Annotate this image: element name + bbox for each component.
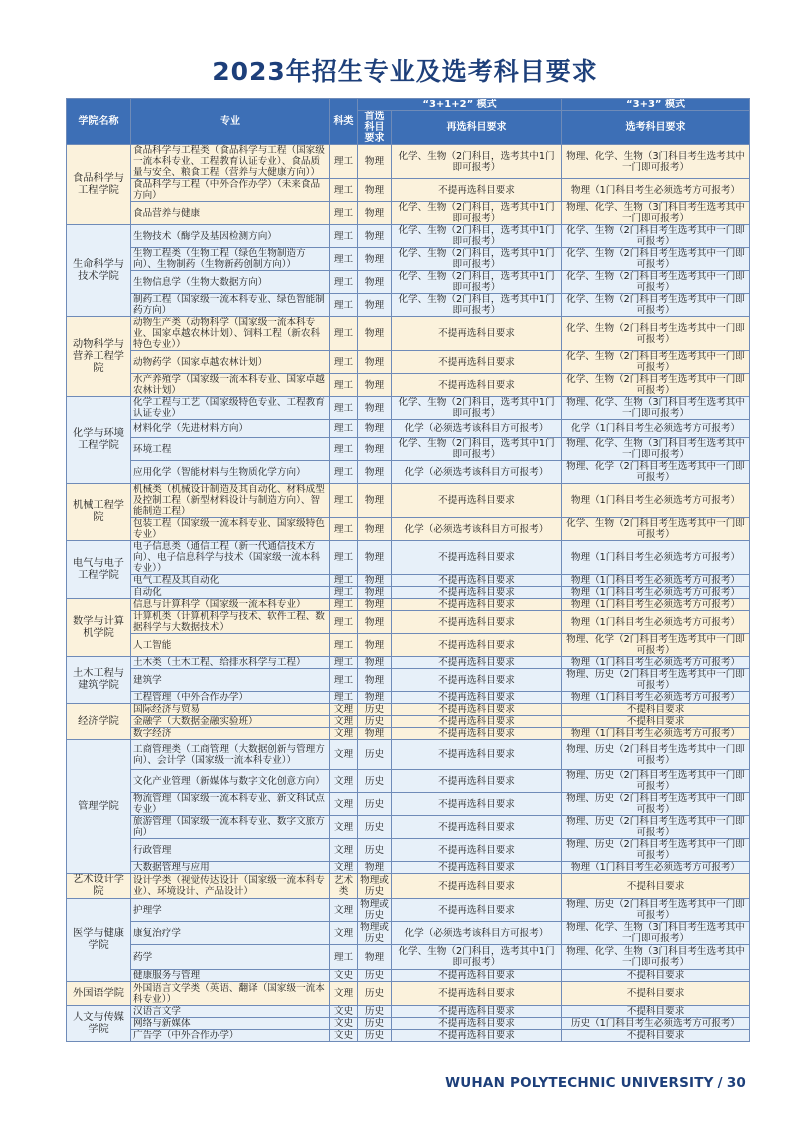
major-cell: 自动化: [131, 587, 330, 599]
major-cell: 文化产业管理（新媒体与数字文化创意方向）: [131, 770, 330, 793]
first-subject-cell: 物理: [358, 225, 392, 248]
elective-cell: 物理、历史（2门科目考生选考其中一门即可报考）: [562, 839, 750, 862]
resubject-cell: 不提再选科目要求: [392, 484, 562, 518]
category-cell: 理工: [330, 611, 358, 634]
header-mode-33: “3+3” 模式: [562, 99, 750, 111]
category-cell: 文理: [330, 770, 358, 793]
resubject-cell: 化学、生物（2门科目，选考其中1门即可报考）: [392, 271, 562, 294]
table-row: [67, 1030, 750, 1042]
elective-cell: 不提科目要求: [562, 982, 750, 1006]
table-row: [67, 862, 750, 874]
first-subject-cell: 物理或历史: [358, 922, 392, 945]
table-row: [67, 294, 750, 317]
major-cell: 制药工程（国家级一流本科专业、绿色智能制药方向）: [131, 294, 330, 317]
page-footer: [445, 1075, 746, 1091]
table-row: [67, 657, 750, 669]
elective-cell: 物理、历史（2门科目考生选考其中一门即可报考）: [562, 816, 750, 839]
table-row: [67, 225, 750, 248]
elective-cell: 不提科目要求: [562, 716, 750, 728]
resubject-cell: 化学（必须选考该科目方可报考）: [392, 420, 562, 438]
elective-cell: 物理（1门科目考生必须选考方可报考）: [562, 611, 750, 634]
table-row: [67, 420, 750, 438]
table-row: [67, 899, 750, 922]
resubject-cell: 化学（必须选考该科目方可报考）: [392, 461, 562, 484]
category-cell: 文理: [330, 816, 358, 839]
major-cell: 行政管理: [131, 839, 330, 862]
resubject-cell: 不提再选科目要求: [392, 899, 562, 922]
table-row: [67, 945, 750, 970]
major-cell: 食品科学与工程类（食品科学与工程（国家级一流本科专业、工程教育认证专业）、食品质量与安全、粮食工程（营养与大健康方向））: [131, 145, 330, 179]
table-row: [67, 970, 750, 982]
resubject-cell: 化学、生物（2门科目，选考其中1门即可报考）: [392, 145, 562, 179]
category-cell: 理工: [330, 420, 358, 438]
major-cell: 化学工程与工艺（国家级特色专业、工程教育认证专业）: [131, 397, 330, 420]
resubject-cell: 化学、生物（2门科目，选考其中1门即可报考）: [392, 945, 562, 970]
elective-cell: 化学、生物（2门科目考生选考其中一门即可报考）: [562, 294, 750, 317]
major-cell: 广告学（中外合作办学）: [131, 1030, 330, 1042]
major-cell: 外国语言文学类（英语、翻译（国家级一流本科专业））: [131, 982, 330, 1006]
table-row: [67, 770, 750, 793]
resubject-cell: 不提再选科目要求: [392, 317, 562, 351]
elective-cell: 化学、生物（2门科目考生选考其中一门即可报考）: [562, 225, 750, 248]
major-cell: 电气工程及其自动化: [131, 575, 330, 587]
category-cell: 理工: [330, 634, 358, 657]
resubject-cell: 不提再选科目要求: [392, 669, 562, 692]
elective-cell: 物理（1门科目考生必须选考方可报考）: [562, 541, 750, 575]
footer-separator: /: [717, 1075, 723, 1091]
header-school: 学院名称: [67, 99, 131, 145]
header-resubject: 再选科目要求: [392, 111, 562, 145]
resubject-cell: 不提再选科目要求: [392, 874, 562, 899]
resubject-cell: 化学（必须选考该科目方可报考）: [392, 922, 562, 945]
resubject-cell: 不提再选科目要求: [392, 692, 562, 704]
major-cell: 网络与新媒体: [131, 1018, 330, 1030]
category-cell: 理工: [330, 669, 358, 692]
major-cell: 信息与计算科学（国家级一流本科专业）: [131, 599, 330, 611]
header-mode-312: “3+1+2” 模式: [358, 99, 562, 111]
category-cell: 理工: [330, 351, 358, 374]
category-cell: 文理: [330, 716, 358, 728]
first-subject-cell: 物理或历史: [358, 899, 392, 922]
elective-cell: 物理、历史（2门科目考生选考其中一门即可报考）: [562, 793, 750, 816]
major-cell: 生物信息学（生物大数据方向）: [131, 271, 330, 294]
first-subject-cell: 历史: [358, 704, 392, 716]
table-row: [67, 740, 750, 770]
elective-cell: 物理（1门科目考生必须选考方可报考）: [562, 484, 750, 518]
major-cell: 土木类（土木工程、给排水科学与工程）: [131, 657, 330, 669]
resubject-cell: 化学、生物（2门科目，选考其中1门即可报考）: [392, 294, 562, 317]
category-cell: 理工: [330, 202, 358, 225]
elective-cell: 化学、生物（2门科目考生选考其中一门即可报考）: [562, 351, 750, 374]
major-cell: 动物药学（国家卓越农林计划）: [131, 351, 330, 374]
first-subject-cell: 历史: [358, 770, 392, 793]
resubject-cell: 不提再选科目要求: [392, 1006, 562, 1018]
major-cell: 建筑学: [131, 669, 330, 692]
category-cell: 理工: [330, 397, 358, 420]
category-cell: 文理: [330, 704, 358, 716]
major-cell: 计算机类（计算机科学与技术、软件工程、数据科学与大数据技术）: [131, 611, 330, 634]
major-cell: 汉语言文学: [131, 1006, 330, 1018]
category-cell: 理工: [330, 599, 358, 611]
category-cell: 文史: [330, 1018, 358, 1030]
table-row: [67, 982, 750, 1006]
resubject-cell: 不提再选科目要求: [392, 862, 562, 874]
table-row: [67, 716, 750, 728]
first-subject-cell: 物理或历史: [358, 874, 392, 899]
first-subject-cell: 历史: [358, 1030, 392, 1042]
page-title: 2023年招生专业及选考科目要求: [212, 57, 598, 86]
table-row: [67, 271, 750, 294]
elective-cell: 物理（1门科目考生必须选考方可报考）: [562, 599, 750, 611]
table-row: [67, 874, 750, 899]
category-cell: 文史: [330, 970, 358, 982]
first-subject-cell: 历史: [358, 970, 392, 982]
elective-cell: 历史（1门科目考生必须选考方可报考）: [562, 1018, 750, 1030]
elective-cell: 不提科目要求: [562, 874, 750, 899]
resubject-cell: 化学、生物（2门科目，选考其中1门即可报考）: [392, 202, 562, 225]
table-row: [67, 587, 750, 599]
elective-cell: 物理（1门科目考生必须选考方可报考）: [562, 587, 750, 599]
category-cell: 文史: [330, 1030, 358, 1042]
first-subject-cell: 物理: [358, 145, 392, 179]
major-cell: 工商管理类（工商管理（大数据创新与管理方向）、会计学（国家级一流本科专业））: [131, 740, 330, 770]
first-subject-cell: 物理: [358, 657, 392, 669]
table-row: [67, 374, 750, 397]
category-cell: 理工: [330, 438, 358, 461]
table-row: [67, 248, 750, 271]
elective-cell: 物理、历史（2门科目考生选考其中一门即可报考）: [562, 669, 750, 692]
category-cell: 理工: [330, 179, 358, 202]
category-cell: 理工: [330, 461, 358, 484]
category-cell: 理工: [330, 294, 358, 317]
first-subject-cell: 物理: [358, 575, 392, 587]
elective-cell: 物理、化学、生物（3门科目考生选考其中一门即可报考）: [562, 945, 750, 970]
table-row: [67, 575, 750, 587]
elective-cell: 物理、化学（2门科目考生选考其中一门即可报考）: [562, 634, 750, 657]
resubject-cell: 不提再选科目要求: [392, 657, 562, 669]
first-subject-cell: 历史: [358, 716, 392, 728]
elective-cell: 物理、化学、生物（3门科目考生选考其中一门即可报考）: [562, 922, 750, 945]
school-name: 管理学院: [67, 740, 131, 874]
school-name: 经济学院: [67, 704, 131, 740]
major-cell: 材料化学（先进材料方向）: [131, 420, 330, 438]
category-cell: 文理: [330, 982, 358, 1006]
category-cell: 文理: [330, 862, 358, 874]
category-cell: 文理: [330, 922, 358, 945]
major-cell: 机械类（机械设计制造及其自动化、材料成型及控制工程（新型材料设计与制造方向）、智能制造工程）: [131, 484, 330, 518]
page-number: 30: [726, 1075, 746, 1091]
resubject-cell: 不提再选科目要求: [392, 816, 562, 839]
table-row: [67, 202, 750, 225]
category-cell: 理工: [330, 374, 358, 397]
resubject-cell: 化学、生物（2门科目，选考其中1门即可报考）: [392, 248, 562, 271]
major-cell: 水产养殖学（国家级一流本科专业、国家卓越农林计划）: [131, 374, 330, 397]
elective-cell: 不提科目要求: [562, 1006, 750, 1018]
resubject-cell: 不提再选科目要求: [392, 716, 562, 728]
category-cell: 文理: [330, 839, 358, 862]
major-cell: 应用化学（智能材料与生物质化学方向）: [131, 461, 330, 484]
table-row: [67, 669, 750, 692]
table-row: [67, 1006, 750, 1018]
school-name: 艺术设计学院: [67, 874, 131, 899]
resubject-cell: 不提再选科目要求: [392, 728, 562, 740]
elective-cell: 化学、生物（2门科目考生选考其中一门即可报考）: [562, 248, 750, 271]
first-subject-cell: 物理: [358, 461, 392, 484]
major-cell: 电子信息类（通信工程（新一代通信技术方向）、电子信息科学与技术（国家级一流本科专业））: [131, 541, 330, 575]
category-cell: 理工: [330, 271, 358, 294]
major-cell: 设计学类（视觉传达设计（国家级一流本科专业）、环境设计、产品设计）: [131, 874, 330, 899]
first-subject-cell: 物理: [358, 541, 392, 575]
table-row: [67, 145, 750, 179]
first-subject-cell: 物理: [358, 420, 392, 438]
first-subject-cell: 物理: [358, 862, 392, 874]
elective-cell: 物理、化学、生物（3门科目考生选考其中一门即可报考）: [562, 438, 750, 461]
major-cell: 工程管理（中外合作办学）: [131, 692, 330, 704]
school-name: 人文与传媒学院: [67, 1006, 131, 1042]
table-row: [67, 704, 750, 716]
resubject-cell: 不提再选科目要求: [392, 351, 562, 374]
first-subject-cell: 物理: [358, 611, 392, 634]
elective-cell: 物理、化学、生物（3门科目考生选考其中一门即可报考）: [562, 145, 750, 179]
table-row: [67, 541, 750, 575]
first-subject-cell: 历史: [358, 839, 392, 862]
resubject-cell: 化学、生物（2门科目，选考其中1门即可报考）: [392, 438, 562, 461]
school-name: 数学与计算机学院: [67, 599, 131, 657]
category-cell: 理工: [330, 317, 358, 351]
table-row: [67, 839, 750, 862]
resubject-cell: 不提再选科目要求: [392, 793, 562, 816]
first-subject-cell: 物理: [358, 351, 392, 374]
school-name: 机械工程学院: [67, 484, 131, 541]
resubject-cell: 不提再选科目要求: [392, 704, 562, 716]
table-row: [67, 397, 750, 420]
first-subject-cell: 物理: [358, 518, 392, 541]
school-name: 医学与健康学院: [67, 899, 131, 982]
elective-cell: 物理（1门科目考生必须选考方可报考）: [562, 692, 750, 704]
table-row: [67, 317, 750, 351]
table-row: [67, 179, 750, 202]
first-subject-cell: 历史: [358, 816, 392, 839]
table-row: [67, 816, 750, 839]
category-cell: 理工: [330, 518, 358, 541]
major-cell: 药学: [131, 945, 330, 970]
first-subject-cell: 物理: [358, 397, 392, 420]
category-cell: 文理: [330, 728, 358, 740]
first-subject-cell: 历史: [358, 982, 392, 1006]
header-category: 科类: [330, 99, 358, 145]
resubject-cell: 不提再选科目要求: [392, 1030, 562, 1042]
first-subject-cell: 物理: [358, 202, 392, 225]
elective-cell: 物理、化学、生物（3门科目考生选考其中一门即可报考）: [562, 397, 750, 420]
elective-cell: 不提科目要求: [562, 704, 750, 716]
table-row: [67, 484, 750, 518]
school-name: 外国语学院: [67, 982, 131, 1006]
major-cell: 生物技术（酶学及基因检测方向）: [131, 225, 330, 248]
resubject-cell: 不提再选科目要求: [392, 575, 562, 587]
table-row: [67, 438, 750, 461]
resubject-cell: 不提再选科目要求: [392, 611, 562, 634]
school-name: 化学与环境工程学院: [67, 397, 131, 484]
first-subject-cell: 物理: [358, 599, 392, 611]
resubject-cell: 化学（必须选考该科目方可报考）: [392, 518, 562, 541]
resubject-cell: 不提再选科目要求: [392, 599, 562, 611]
first-subject-cell: 物理: [358, 587, 392, 599]
table-row: [67, 611, 750, 634]
major-cell: 国际经济与贸易: [131, 704, 330, 716]
major-cell: 生物工程类（生物工程（绿色生物制造方向）、生物制药（生物新药创制方向））: [131, 248, 330, 271]
elective-cell: 不提科目要求: [562, 1030, 750, 1042]
admission-subject-table: [66, 98, 750, 1042]
category-cell: 文理: [330, 793, 358, 816]
first-subject-cell: 物理: [358, 484, 392, 518]
major-cell: 动物生产类（动物科学（国家级一流本科专业、国家卓越农林计划）、饲料工程（新农科特色专业））: [131, 317, 330, 351]
resubject-cell: 不提再选科目要求: [392, 770, 562, 793]
first-subject-cell: 物理: [358, 317, 392, 351]
category-cell: 理工: [330, 541, 358, 575]
major-cell: 护理学: [131, 899, 330, 922]
first-subject-cell: 物理: [358, 728, 392, 740]
elective-cell: 化学、生物（2门科目考生选考其中一门即可报考）: [562, 374, 750, 397]
table-row: [67, 351, 750, 374]
university-name: WUHAN POLYTECHNIC UNIVERSITY: [445, 1075, 714, 1091]
table-row: [67, 793, 750, 816]
table-row: [67, 728, 750, 740]
table-row: [67, 599, 750, 611]
first-subject-cell: 物理: [358, 634, 392, 657]
resubject-cell: 不提再选科目要求: [392, 839, 562, 862]
first-subject-cell: 物理: [358, 945, 392, 970]
major-cell: 数字经济: [131, 728, 330, 740]
elective-cell: 物理、历史（2门科目考生选考其中一门即可报考）: [562, 770, 750, 793]
resubject-cell: 不提再选科目要求: [392, 970, 562, 982]
elective-cell: 物理（1门科目考生必须选考方可报考）: [562, 575, 750, 587]
category-cell: 文理: [330, 899, 358, 922]
table-row: [67, 461, 750, 484]
elective-cell: 不提科目要求: [562, 970, 750, 982]
resubject-cell: 不提再选科目要求: [392, 982, 562, 1006]
resubject-cell: 不提再选科目要求: [392, 179, 562, 202]
elective-cell: 物理、历史（2门科目考生选考其中一门即可报考）: [562, 740, 750, 770]
resubject-cell: 不提再选科目要求: [392, 740, 562, 770]
elective-cell: 物理、历史（2门科目考生选考其中一门即可报考）: [562, 899, 750, 922]
major-cell: 大数据管理与应用: [131, 862, 330, 874]
elective-cell: 物理（1门科目考生必须选考方可报考）: [562, 657, 750, 669]
elective-cell: 物理（1门科目考生必须选考方可报考）: [562, 179, 750, 202]
elective-cell: 化学、生物（2门科目考生选考其中一门即可报考）: [562, 271, 750, 294]
first-subject-cell: 物理: [358, 294, 392, 317]
major-cell: 环境工程: [131, 438, 330, 461]
major-cell: 人工智能: [131, 634, 330, 657]
header-elective: 选考科目要求: [562, 111, 750, 145]
major-cell: 健康服务与管理: [131, 970, 330, 982]
major-cell: 食品营养与健康: [131, 202, 330, 225]
table-row: [67, 634, 750, 657]
major-cell: 康复治疗学: [131, 922, 330, 945]
table-row: [67, 692, 750, 704]
major-cell: 金融学（大数据金融实验班）: [131, 716, 330, 728]
category-cell: 理工: [330, 657, 358, 669]
resubject-cell: 不提再选科目要求: [392, 1018, 562, 1030]
first-subject-cell: 历史: [358, 1006, 392, 1018]
first-subject-cell: 历史: [358, 1018, 392, 1030]
resubject-cell: 不提再选科目要求: [392, 587, 562, 599]
category-cell: 理工: [330, 484, 358, 518]
category-cell: 艺术类: [330, 874, 358, 899]
first-subject-cell: 物理: [358, 179, 392, 202]
header-major: 专业: [131, 99, 330, 145]
header-first-subject: 首选科目要求: [358, 111, 392, 145]
school-name: 电气与电子工程学院: [67, 541, 131, 599]
first-subject-cell: 历史: [358, 793, 392, 816]
table-row: [67, 518, 750, 541]
resubject-cell: 不提再选科目要求: [392, 374, 562, 397]
elective-cell: 化学、生物（2门科目考生选考其中一门即可报考）: [562, 518, 750, 541]
first-subject-cell: 物理: [358, 374, 392, 397]
first-subject-cell: 物理: [358, 271, 392, 294]
elective-cell: 化学（1门科目考生必须选考方可报考）: [562, 420, 750, 438]
first-subject-cell: 历史: [358, 740, 392, 770]
elective-cell: 物理（1门科目考生必须选考方可报考）: [562, 862, 750, 874]
first-subject-cell: 物理: [358, 438, 392, 461]
category-cell: 理工: [330, 587, 358, 599]
table-row: [67, 922, 750, 945]
school-name: 动物科学与营养工程学院: [67, 317, 131, 397]
resubject-cell: 不提再选科目要求: [392, 541, 562, 575]
major-cell: 食品科学与工程（中外合作办学）（未来食品方向）: [131, 179, 330, 202]
school-name: 土木工程与建筑学院: [67, 657, 131, 704]
category-cell: 理工: [330, 692, 358, 704]
major-cell: 旅游管理（国家级一流本科专业、数字文旅方向）: [131, 816, 330, 839]
school-name: 食品科学与工程学院: [67, 145, 131, 225]
category-cell: 理工: [330, 575, 358, 587]
elective-cell: 物理（1门科目考生必须选考方可报考）: [562, 728, 750, 740]
resubject-cell: 化学、生物（2门科目，选考其中1门即可报考）: [392, 397, 562, 420]
category-cell: 文史: [330, 1006, 358, 1018]
category-cell: 文理: [330, 740, 358, 770]
first-subject-cell: 物理: [358, 669, 392, 692]
resubject-cell: 化学、生物（2门科目，选考其中1门即可报考）: [392, 225, 562, 248]
elective-cell: 物理、化学、生物（3门科目考生选考其中一门即可报考）: [562, 202, 750, 225]
major-cell: 包装工程（国家级一流本科专业、国家级特色专业）: [131, 518, 330, 541]
category-cell: 理工: [330, 248, 358, 271]
major-cell: 物流管理（国家级一流本科专业、新文科试点专业）: [131, 793, 330, 816]
category-cell: 理工: [330, 145, 358, 179]
elective-cell: 物理、化学（2门科目考生选考其中一门即可报考）: [562, 461, 750, 484]
elective-cell: 化学、生物（2门科目考生选考其中一门即可报考）: [562, 317, 750, 351]
school-name: 生命科学与技术学院: [67, 225, 131, 317]
table-row: [67, 1018, 750, 1030]
category-cell: 理工: [330, 225, 358, 248]
category-cell: 理工: [330, 945, 358, 970]
first-subject-cell: 物理: [358, 692, 392, 704]
resubject-cell: 不提再选科目要求: [392, 634, 562, 657]
first-subject-cell: 物理: [358, 248, 392, 271]
